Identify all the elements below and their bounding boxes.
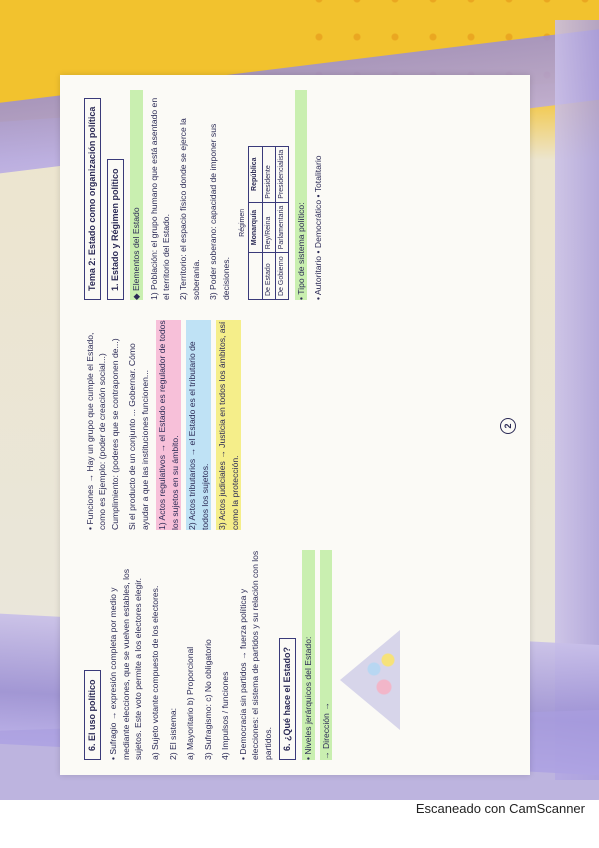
table-cell: De Estado [262,253,275,300]
table-cell: Presidente [262,146,275,202]
highlighted-line: • Niveles jerárquicos del Estado: [302,550,314,760]
table-header: República [249,146,262,202]
question-heading: 6. ¿Qué hace el Estado? [279,638,296,760]
table-cell: De Gobierno [275,253,288,300]
paragraph: 3) Sufragismo: c) No obligatorio [202,639,213,760]
scanner-watermark: Escaneado con CamScanner [415,801,585,816]
highlighted-line: ◆ Elementos del Estado [130,90,142,300]
paragraph: 2) Territorio: el espacio físico donde se ejerce la soberanía. [178,118,201,300]
table-cell: Rey/Reina [262,202,275,253]
paragraph: 2) El sistema: [167,707,178,760]
paragraph: a) Sujeto votante compuesto de los electores. [150,585,161,760]
paragraph: • Autoritario • Democrático • Totalitario [313,155,324,300]
table-cell: Presidencialista [275,146,288,202]
table-header [249,253,262,300]
notes-column-right [84,90,330,300]
table-header: Monarquía [249,202,262,253]
table-cell: Parlamentaria [275,202,288,253]
pyramid-color-dots [360,645,400,705]
highlighted-line: 2) Actos tributarios → el Estado es el tributario de todos los sujetos. [186,320,211,530]
paragraph: a) Mayoritario b) Proporcional [185,646,196,760]
table-caption: Régimen [239,208,247,237]
regime-table [238,146,289,300]
paragraph: Si el producto de un conjunto ... Gobernar. Cómo ayudar a que las instituciones funcionen... [127,343,150,530]
highlighted-line: → Dirección → [320,550,332,760]
paragraph: 3) Poder soberano: capacidad de imponer sus decisiones. [208,123,231,300]
paragraph: • Democracia sin partidos → fuerza política y elecciones: el sistema de partidos y su relación con los partidos. [237,550,273,760]
highlighted-line: • Tipo de sistema político: [295,90,307,300]
table-row [275,146,288,299]
paragraph: 4) Impulsos / funciones [220,671,231,760]
highlighted-line: 3) Actos judiciales → Justicia en todos los ámbitos, así como la protección. [217,321,240,530]
paragraph: • Funciones → Hay un grupo que cumple el Estado, como es Ejemplo: (poder de creación social...) Cumplimiento: (poderes que se contraponen de...) [85,332,120,530]
notes-column-left [84,550,400,760]
table-row [262,146,275,299]
section-heading: 6. El uso político [84,670,101,760]
rotated-notes-page [60,80,520,770]
page-title: Tema 2: Estado como organización política [84,98,101,300]
page-number: 2 [500,418,516,434]
highlighted-line: 1) Actos regulativos → el Estado es regulador de todos los sujetos en su ámbito. [157,320,180,530]
paragraph: • Sufragio → expresión completa por medio y mediante elecciones, que se vuelven estables, los sujetos. Este voto permite a los electores elegir. [108,568,143,760]
paragraph: 1) Población: el grupo humano que está asentado en el territorio del Estado. [148,97,171,300]
notes-column-middle [84,320,246,530]
pyramid-diagram [340,550,400,760]
section-heading: 1. Estado y Régimen político [107,159,124,300]
